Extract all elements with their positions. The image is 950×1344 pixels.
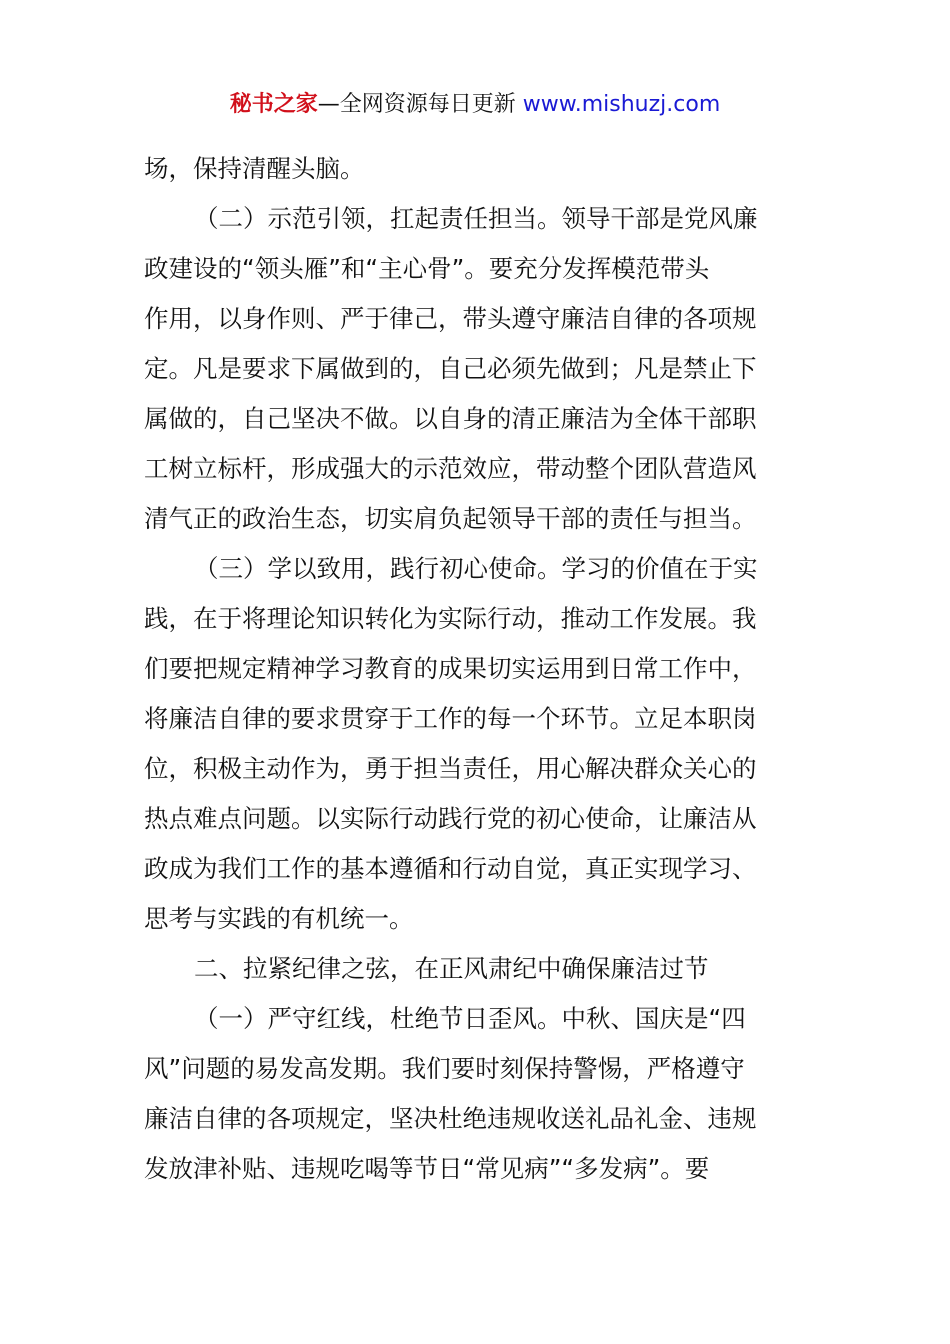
text-line: 清气正的政治生态，切实肩负起领导干部的责任与担当。 xyxy=(144,504,757,533)
text-line: （一）严守红线，杜绝节日歪风。中秋、国庆是“四 xyxy=(194,1004,746,1033)
text-line: 热点难点问题。以实际行动践行党的初心使命，让廉洁从 xyxy=(144,804,757,833)
text-line: （三）学以致用，践行初心使命。学习的价值在于实 xyxy=(194,554,758,583)
text-line: 作用，以身作则、严于律己，带头遵守廉洁自律的各项规 xyxy=(144,304,757,333)
text-line: 风”问题的易发高发期。我们要时刻保持警惕，严格遵守 xyxy=(144,1054,745,1083)
text-line: 践，在于将理论知识转化为实际行动，推动工作发展。我 xyxy=(144,604,757,633)
text-line: 将廉洁自律的要求贯穿于工作的每一个环节。立足本职岗 xyxy=(144,704,757,733)
text-line: 思考与实践的有机统一。 xyxy=(144,904,414,933)
header-tagline: —全网资源每日更新 xyxy=(317,92,523,117)
text-line: 廉洁自律的各项规定，坚决杜绝违规收送礼品礼金、违规 xyxy=(144,1104,757,1133)
text-line: （二）示范引领，扛起责任担当。领导干部是党风廉 xyxy=(194,204,758,233)
text-line: 发放津补贴、违规吃喝等节日“常见病”“多发病”。要 xyxy=(144,1154,710,1183)
document-body xyxy=(144,144,808,1194)
text-line: 定。凡是要求下属做到的，自己必须先做到；凡是禁止下 xyxy=(144,354,757,383)
page-header xyxy=(0,88,950,122)
text-line: 位，积极主动作为，勇于担当责任，用心解决群众关心的 xyxy=(144,754,757,783)
text-line: 属做的，自己坚决不做。以自身的清正廉洁为全体干部职 xyxy=(144,404,757,433)
header-brand: 秘书之家 xyxy=(229,92,318,117)
header-url-link[interactable]: www.mishuzj.com xyxy=(522,92,721,117)
text-line: 们要把规定精神学习教育的成果切实运用到日常工作中， xyxy=(144,654,757,683)
text-line: 工树立标杆，形成强大的示范效应，带动整个团队营造风 xyxy=(144,454,757,483)
text-line: 政成为我们工作的基本遵循和行动自觉，真正实现学习、 xyxy=(144,854,757,883)
section-heading: 二、拉紧纪律之弦，在正风肃纪中确保廉洁过节 xyxy=(194,954,709,983)
text-line: 场，保持清醒头脑。 xyxy=(144,154,365,183)
text-line: 政建设的“领头雁”和“主心骨”。要充分发挥模范带头 xyxy=(144,254,710,283)
